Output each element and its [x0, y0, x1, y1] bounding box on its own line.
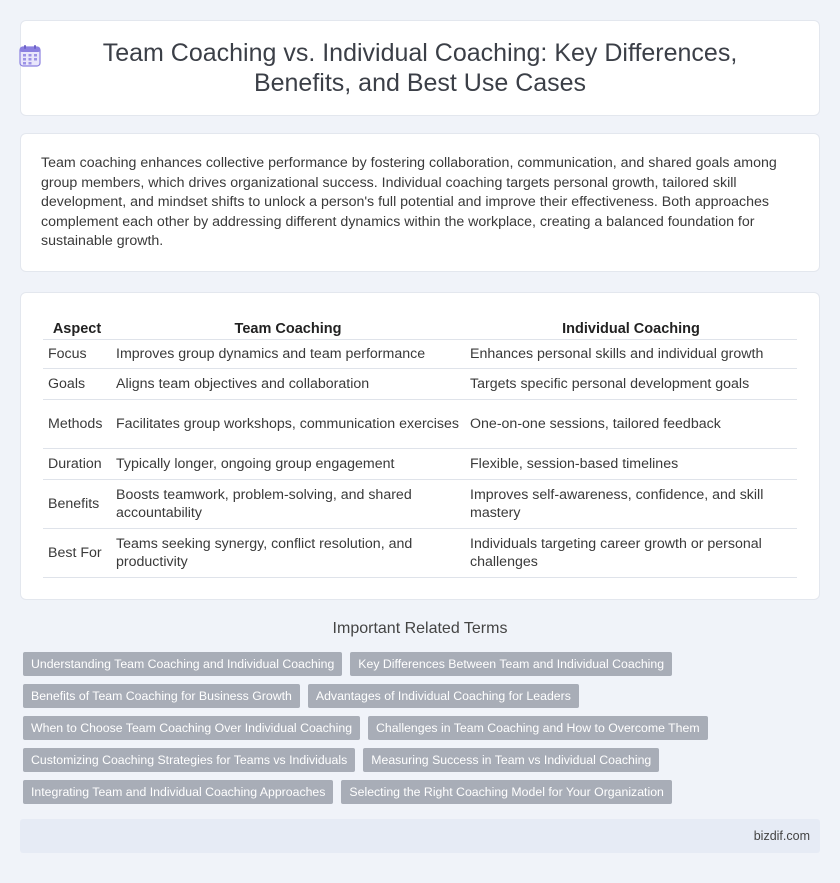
cell-team: Typically longer, ongoing group engagement — [111, 448, 465, 479]
cell-aspect: Duration — [43, 448, 111, 479]
cell-team: Teams seeking synergy, conflict resolution, and productivity — [111, 528, 465, 577]
tag-row — [23, 684, 823, 708]
header-card — [20, 20, 820, 116]
table-row — [43, 528, 797, 577]
related-term-tag[interactable]: Measuring Success in Team vs Individual Coaching — [363, 748, 659, 772]
related-term-tag[interactable]: Challenges in Team Coaching and How to Overcome Them — [368, 716, 708, 740]
cell-team: Improves group dynamics and team performance — [111, 339, 465, 368]
related-term-tag[interactable]: Integrating Team and Individual Coaching Approaches — [23, 780, 333, 804]
title-wrap — [70, 38, 770, 98]
header-aspect: Aspect — [43, 313, 111, 339]
related-term-tag[interactable]: Benefits of Team Coaching for Business Growth — [23, 684, 300, 708]
related-term-tag[interactable]: Customizing Coaching Strategies for Teams vs Individuals — [23, 748, 355, 772]
cell-individual: Targets specific personal development goals — [465, 368, 797, 399]
footer-brand[interactable]: bizdif.com — [753, 829, 810, 843]
intro-card — [20, 133, 820, 272]
related-term-tag[interactable]: Understanding Team Coaching and Individual Coaching — [23, 652, 342, 676]
related-term-tag[interactable]: When to Choose Team Coaching Over Individual Coaching — [23, 716, 360, 740]
cell-aspect: Methods — [43, 399, 111, 448]
cell-aspect: Best For — [43, 528, 111, 577]
cell-individual: Enhances personal skills and individual growth — [465, 339, 797, 368]
table-header-row — [43, 313, 797, 339]
page-title: Team Coaching vs. Individual Coaching: Key Differences, Benefits, and Best Use Cases — [102, 39, 738, 97]
cell-individual: Flexible, session-based timelines — [465, 448, 797, 479]
related-term-tag[interactable]: Selecting the Right Coaching Model for Your Organization — [341, 780, 671, 804]
footer — [20, 819, 820, 853]
tag-row — [23, 716, 823, 740]
cell-aspect: Goals — [43, 368, 111, 399]
table-row — [43, 399, 797, 448]
related-term-tag[interactable]: Key Differences Between Team and Individual Coaching — [350, 652, 672, 676]
header-individual-coaching: Individual Coaching — [465, 313, 797, 339]
comparison-table — [43, 313, 797, 578]
cell-aspect: Benefits — [43, 479, 111, 528]
table-row — [43, 368, 797, 399]
tag-row — [23, 780, 823, 804]
cell-team: Facilitates group workshops, communication exercises — [111, 399, 465, 448]
calendar-icon — [18, 44, 42, 68]
cell-aspect: Focus — [43, 339, 111, 368]
related-terms-title: Important Related Terms — [332, 620, 508, 637]
cell-team: Aligns team objectives and collaboration — [111, 368, 465, 399]
cell-individual: Improves self-awareness, confidence, and skill mastery — [465, 479, 797, 528]
cell-individual: One-on-one sessions, tailored feedback — [465, 399, 797, 448]
table-row — [43, 448, 797, 479]
comparison-table-card — [20, 292, 820, 600]
tag-row — [23, 748, 823, 772]
related-term-tag[interactable]: Advantages of Individual Coaching for Leaders — [308, 684, 579, 708]
header-team-coaching: Team Coaching — [111, 313, 465, 339]
cell-team: Boosts teamwork, problem-solving, and shared accountability — [111, 479, 465, 528]
table-row — [43, 339, 797, 368]
cell-individual: Individuals targeting career growth or personal challenges — [465, 528, 797, 577]
table-row — [43, 479, 797, 528]
related-terms-list — [23, 652, 823, 812]
tag-row — [23, 652, 823, 676]
intro-paragraph: Team coaching enhances collective performance by fostering collaboration, communication, and shared goals among group members, which drives organizational success. Individual coaching targets personal growth, tailored skill development, and mindset shifts to unlock a person's full potential and improve their effectiveness. Both approaches complement each other by addressing different dynamics within the workplace, creating a balanced foundation for sustainable growth. — [41, 155, 777, 250]
